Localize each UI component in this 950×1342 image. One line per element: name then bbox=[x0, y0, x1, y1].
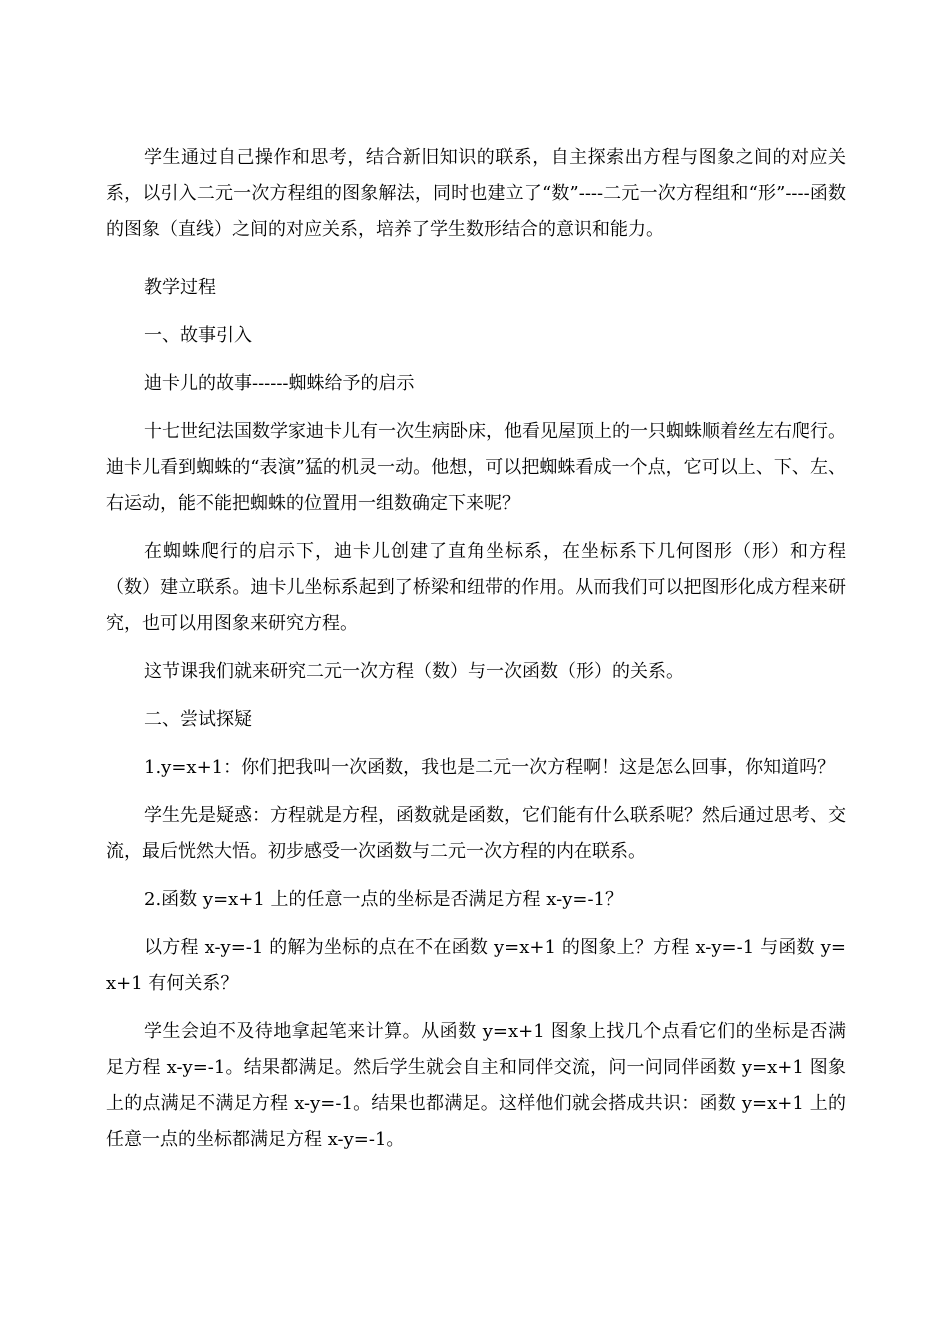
story-title: 迪卡儿的故事------蜘蛛给予的启示 bbox=[144, 373, 415, 394]
question-1-paragraph: 1.y=x+1：你们把我叫一次函数，我也是二元一次方程啊！这是怎么回事，你知道吗？ bbox=[144, 757, 836, 778]
student-reaction-paragraph: 学生先是疑惑：方程就是方程，函数就是函数，它们能有什么联系呢？然后通过思考、交流，最后恍然大悟。初步感受一次函数与二元一次方程的内在联系。 bbox=[106, 805, 846, 862]
section-heading-explore: 二、尝试探疑 bbox=[144, 709, 252, 730]
lesson-intro-paragraph: 这节课我们就来研究二元一次方程（数）与一次函数（形）的关系。 bbox=[144, 661, 684, 682]
question-2-paragraph: 2.函数 y=x+1 上的任意一点的坐标是否满足方程 x-y=-1？ bbox=[144, 889, 623, 910]
document-body bbox=[106, 140, 846, 1170]
story-paragraph-2: 在蜘蛛爬行的启示下，迪卡儿创建了直角坐标系，在坐标系下几何图形（形）和方程（数）建立联系。迪卡儿坐标系起到了桥梁和纽带的作用。从而我们可以把图形化成方程来研究，也可以用图象来研究方程。 bbox=[106, 541, 846, 634]
question-2-followup-paragraph: 以方程 x-y=-1 的解为坐标的点在不在函数 y=x+1 的图象上？方程 x-y=-1 与函数 y=x+1 有何关系？ bbox=[106, 937, 846, 994]
student-calculation-paragraph: 学生会迫不及待地拿起笔来计算。从函数 y=x+1 图象上找几个点看它们的坐标是否满足方程 x-y=-1。结果都满足。然后学生就会自主和同伴交流，问一问同伴函数 y=x+1 图象上的点满足不满足方程 x-y=-1。结果也都满足。这样他们就会搭成共识：函数 y=x+1 上的任意一点的坐标都满足方程 x-y=-1。 bbox=[106, 1021, 846, 1150]
section-heading-story: 一、故事引入 bbox=[144, 325, 252, 346]
section-heading-teaching-process: 教学过程 bbox=[144, 277, 216, 298]
story-paragraph-1: 十七世纪法国数学家迪卡儿有一次生病卧床，他看见屋顶上的一只蜘蛛顺着丝左右爬行。迪卡儿看到蜘蛛的“表演”猛的机灵一动。他想，可以把蜘蛛看成一个点，它可以上、下、左、右运动，能不能把蜘蛛的位置用一组数确定下来呢？ bbox=[106, 421, 846, 514]
intro-paragraph: 学生通过自己操作和思考，结合新旧知识的联系，自主探索出方程与图象之间的对应关系，以引入二元一次方程组的图象解法，同时也建立了“数”----二元一次方程组和“形”----函数的图象（直线）之间的对应关系，培养了学生数形结合的意识和能力。 bbox=[106, 147, 846, 240]
